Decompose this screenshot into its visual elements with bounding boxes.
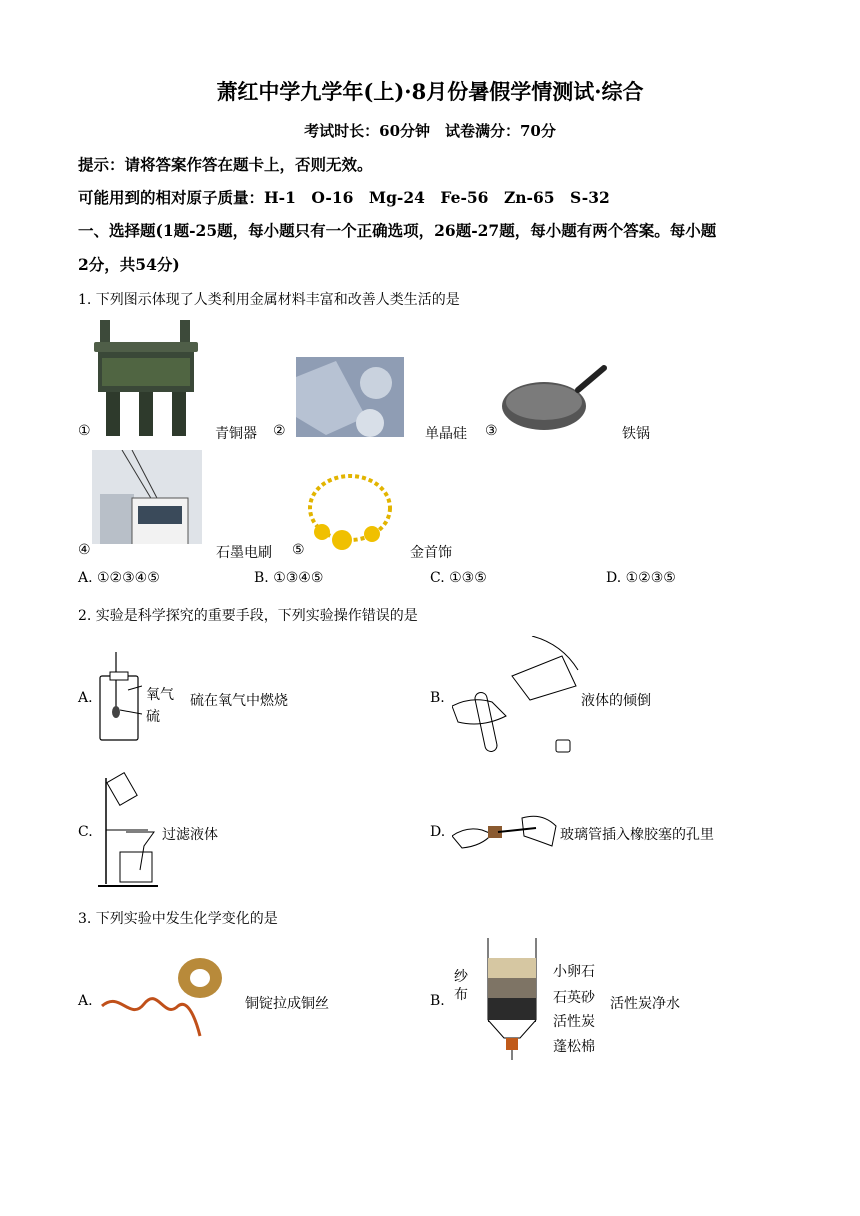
page-title: 萧红中学九学年(上)·8月份暑假学情测试·综合 [216,79,644,104]
q3-b-text: 活性炭净水 [610,996,680,1012]
q2-a-letter: A. [78,690,93,706]
q1-item-4-label: 石墨电刷 [216,545,272,561]
section-heading-line2: 2分，共54分) [78,255,180,274]
question-3-stem: 3. 下列实验中发生化学变化的是 [78,911,278,927]
q1-item-1-num: ① [78,423,91,439]
q3-a-letter: A. [78,993,93,1009]
q2-c-letter: C. [78,824,93,840]
question-1-stem: 1. 下列图示体现了人类利用金属材料丰富和改善人类生活的是 [78,292,460,308]
q2-d-letter: D. [430,824,446,840]
q1-item-4-num: ④ [78,542,91,558]
question-2-stem: 2. 实验是科学探究的重要手段，下列实验操作错误的是 [78,608,418,624]
pebble-label: 小卵石 [553,964,595,980]
q3-a-text: 铜锭拉成铜丝 [245,996,329,1012]
activated-carbon-label: 活性炭 [553,1014,595,1030]
water-filter-image [478,938,542,1062]
cotton-label: 蓬松棉 [553,1039,595,1055]
copper-wire-image [100,956,230,1048]
q1-option-b: B. ①③④⑤ [254,570,324,586]
gold-bracelet-image [302,468,398,554]
notice: 提示：请将答案作答在题卡上，否则无效。 [78,155,373,174]
section-heading-line1: 一、选择题(1题-25题，每小题只有一个正确选项，26题-27题，每小题有两个答案。每小题 [78,221,717,240]
sulfur-label: 硫 [146,709,160,725]
gauze-label-2: 布 [454,987,468,1003]
sulfur-burning-apparatus-image [96,652,142,744]
q2-d-text: 玻璃管插入橡胶塞的孔里 [560,827,714,843]
gauze-label-1: 纱 [454,969,468,985]
q2-a-text: 硫在氧气中燃烧 [190,693,288,709]
atomic-mass-line: 可能用到的相对原子质量：H-1 O-16 Mg-24 Fe-56 Zn-65 S-32 [78,188,610,207]
oxygen-label: 氧气 [146,687,174,703]
liquid-pouring-image [452,636,582,756]
q3-b-letter: B. [430,993,445,1009]
glass-tube-insertion-image [452,806,558,854]
trolleybus-image [92,450,202,552]
q1-item-1-label: 青铜器 [215,426,257,442]
filtration-apparatus-image [98,772,160,890]
q1-item-2-label: 单晶硅 [425,426,467,442]
q1-item-3-label: 铁锅 [622,426,650,442]
q2-b-letter: B. [430,690,445,706]
q1-item-5-num: ⑤ [292,542,305,558]
bronze-ding-image [92,318,202,440]
q1-option-c: C. ①③⑤ [430,570,487,586]
silicon-wafer-image [296,357,404,437]
exam-info: 考试时长：60分钟 试卷满分：70分 [304,122,556,140]
iron-pan-image [500,362,608,434]
q1-item-5-label: 金首饰 [410,545,452,561]
quartz-sand-label: 石英砂 [553,990,595,1006]
q1-option-d: D. ①②③⑤ [606,570,676,586]
q2-c-text: 过滤液体 [162,827,218,843]
q1-item-3-num: ③ [485,423,498,439]
q1-item-2-num: ② [273,423,286,439]
q1-option-a: A. ①②③④⑤ [78,570,160,586]
q2-b-text: 液体的倾倒 [581,693,651,709]
